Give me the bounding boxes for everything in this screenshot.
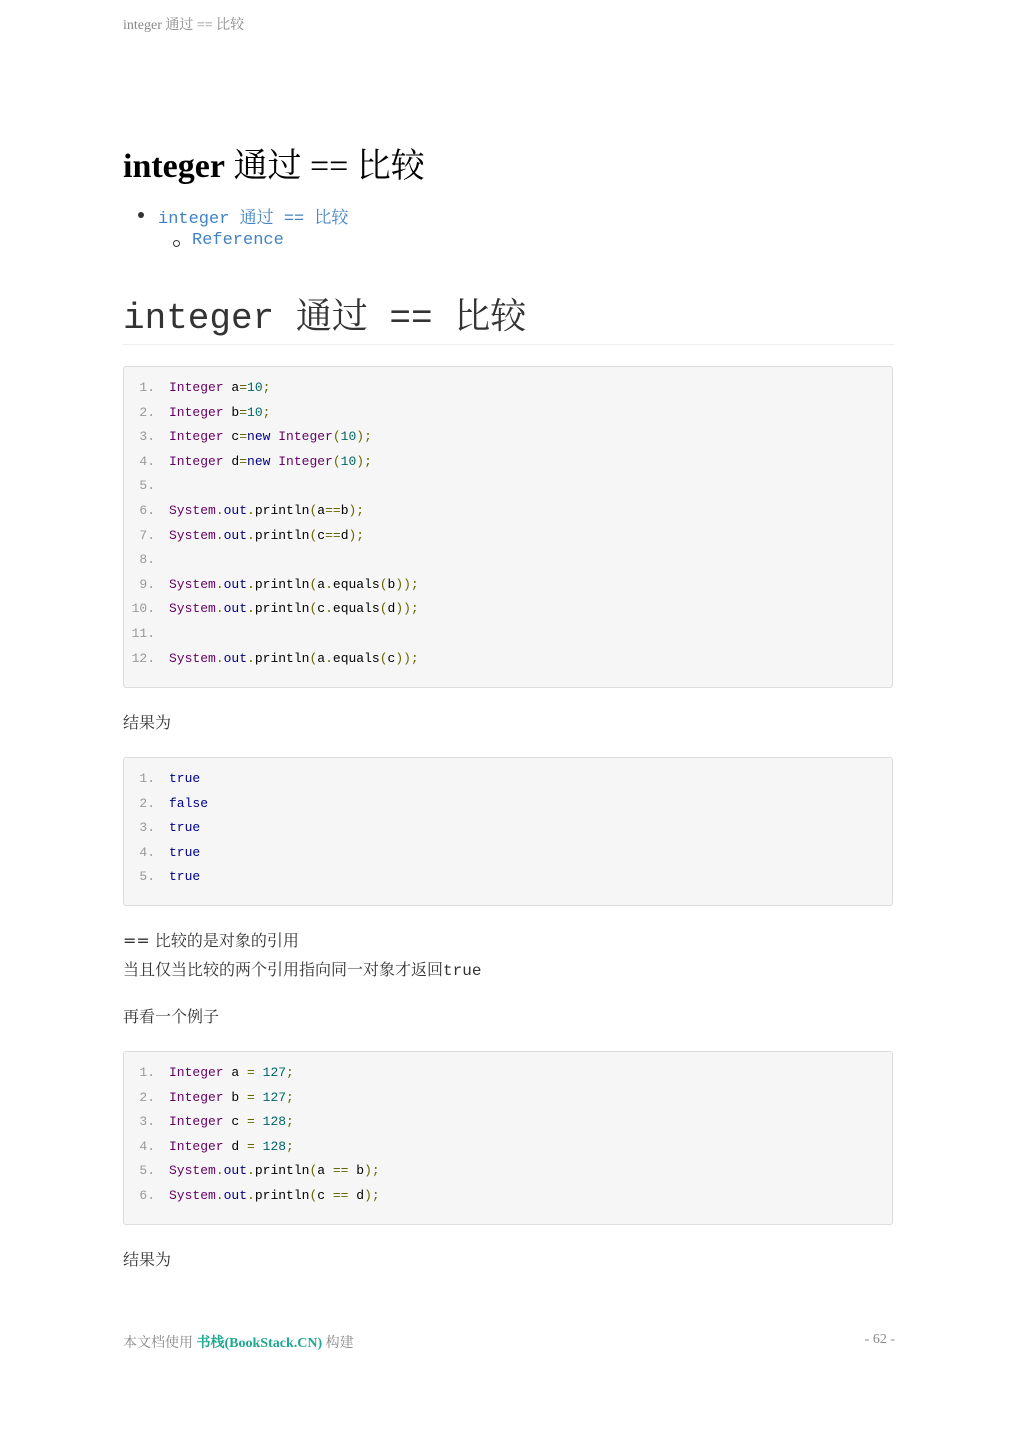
code-token: out [223,650,248,666]
code-token: out [223,1187,248,1203]
line-number: 5. [139,478,155,494]
code-token: ( [309,1187,318,1203]
code-token [255,1065,263,1080]
code-token: Integer [169,453,224,469]
code-token: . [325,601,333,617]
code-token: )); [395,576,419,592]
code-token: b [223,1089,248,1105]
code-token: a [317,576,326,592]
code-token: ( [379,650,388,666]
code-line [124,1184,892,1209]
code-token: println [254,527,310,543]
code-line [124,816,892,841]
code-token: c [223,1114,248,1130]
code-text [169,771,200,786]
code-token: true [169,844,201,860]
page-number: - 62 - [864,1332,895,1347]
code-text [169,405,270,420]
code-token: ( [309,576,318,592]
code-token: new [247,429,271,445]
code-token: Integer [169,1138,224,1154]
code-token: . [215,1163,224,1179]
code-token: ( [379,601,388,617]
code-token: == [325,502,341,518]
code-token: 128 [262,1114,287,1130]
code-token: Integer [169,404,224,420]
code-token: Integer [169,1114,224,1130]
code-token: System [169,1187,216,1203]
code-block-output-1 [123,757,893,906]
explanation-text-1: == 比较的是对象的引用 [123,931,299,950]
another-example-label: 再看一个例子 [123,1007,220,1026]
code-token: out [223,601,248,617]
code-text [169,380,270,395]
code-token: equals [332,576,380,592]
code-token: . [215,601,224,617]
code-token: true [169,820,201,836]
code-token: . [247,576,255,592]
code-token: System [169,502,216,518]
code-text [169,454,372,469]
code-token: ; [286,1138,294,1154]
line-number: 1. [139,771,155,786]
code-token: )); [395,650,419,666]
toc-item [123,202,823,230]
code-token: out [223,502,248,518]
code-token: equals [332,601,380,617]
code-token: true [169,869,201,885]
code-token: ; [262,380,271,395]
code-token: 10 [247,380,263,395]
line-number: 1. [139,1065,155,1080]
code-token: d [348,1187,365,1203]
code-token: 10 [340,429,357,445]
code-token: ); [348,502,365,518]
code-token: == [325,527,341,543]
code-token: ( [332,453,341,469]
code-token: ( [309,502,318,518]
code-token [255,1139,263,1154]
code-line [124,767,892,792]
line-number: 5. [139,1163,155,1179]
toc-subitem [123,230,823,258]
code-line [124,1086,892,1111]
code-token: ( [309,601,318,617]
code-line [124,792,892,817]
code-token: true [169,771,201,786]
code-block-integer-compare [123,366,893,688]
line-number: 12. [131,650,155,666]
code-text [169,651,419,666]
code-text [169,796,208,811]
code-token: a [317,1163,333,1179]
code-line [124,865,892,890]
line-number: 5. [139,869,155,885]
code-line [124,1135,892,1160]
code-text [169,1065,294,1080]
code-token: b [223,404,240,420]
code-token: == [332,1187,349,1203]
explanation-line-1 [123,928,299,951]
line-number: 1. [139,380,155,395]
code-token: = [247,1065,255,1080]
code-token: println [254,502,310,518]
code-token: ); [364,1163,380,1179]
code-token: b [387,576,396,592]
code-token: ( [379,576,388,592]
line-number: 6. [139,1187,155,1203]
line-number: 4. [139,453,155,469]
code-line [124,1061,892,1086]
code-line [124,376,892,401]
code-text [169,577,419,592]
line-number: 7. [139,527,155,543]
code-token: ( [309,650,318,666]
code-block-integer-cache [123,1051,893,1225]
code-token: System [169,1163,216,1179]
line-number: 2. [139,1089,155,1105]
code-token: . [215,576,224,592]
footer-prefix: 本文档使用 [123,1336,197,1351]
code-token: println [254,650,310,666]
code-line [124,573,892,598]
code-token: . [215,650,224,666]
code-text [169,1090,294,1105]
code-token: Integer [169,1065,224,1080]
code-token: = [239,404,248,420]
code-token: System [169,650,216,666]
code-token: println [254,576,310,592]
code-token: . [215,502,224,518]
toc-link-integer-compare[interactable]: integer 通过 == 比较 [158,210,349,229]
code-token: a [317,502,326,518]
code-line [124,1159,892,1184]
line-number: 8. [139,552,155,568]
code-token: . [325,650,333,666]
toc-link-reference[interactable]: Reference [192,231,284,250]
table-of-contents [123,202,823,258]
code-token: out [223,527,248,543]
code-token: c [387,650,396,666]
line-number: 4. [139,1138,155,1154]
code-text [169,820,200,835]
code-line [124,548,892,573]
code-token: out [223,1163,248,1179]
code-token: . [247,650,255,666]
code-line [124,597,892,622]
code-token: = [239,380,248,395]
code-token [255,1114,263,1129]
code-token: System [169,601,216,617]
code-token: . [247,502,255,518]
line-number: 6. [139,502,155,518]
code-line [124,524,892,549]
code-token: Integer [169,380,224,395]
code-token: equals [332,650,380,666]
code-token: new [247,453,271,469]
code-text [169,528,364,543]
code-line [124,474,892,499]
code-token: ); [348,527,365,543]
code-token: d [340,527,349,543]
code-line [124,622,892,647]
code-line [124,425,892,450]
document-title-rest: 通过 == 比较 [224,148,425,185]
code-token: . [247,1187,255,1203]
document-title-bold: integer [123,148,225,185]
code-token: ); [364,1187,380,1203]
code-token: )); [395,601,419,617]
section-heading: integer 通过 == 比较 [123,288,895,345]
code-text [169,429,372,444]
code-token: = [247,1089,255,1105]
code-token: ); [356,453,372,469]
code-token: 127 [262,1065,287,1080]
code-token: ( [309,527,318,543]
code-token: ; [262,404,271,420]
running-head: integer 通过 == 比较 [123,18,245,33]
code-line [124,1110,892,1135]
code-token: . [325,576,333,592]
result-label-2: 结果为 [123,1250,172,1269]
result-label-1: 结果为 [123,713,172,732]
code-token: ; [286,1089,294,1105]
code-token: ( [332,429,341,445]
line-number: 10. [131,601,155,617]
code-token: = [247,1138,255,1154]
code-token: println [254,601,310,617]
code-token: Integer [278,429,333,445]
code-token: ; [286,1065,294,1080]
line-number: 3. [139,820,155,836]
code-token: = [239,453,248,469]
code-token: == [332,1163,349,1179]
code-token: 127 [262,1089,287,1105]
code-token: System [169,527,216,543]
code-text [169,1188,380,1203]
code-text [169,1163,380,1178]
code-token: d [223,1138,248,1154]
code-token: out [223,576,248,592]
code-token: d [223,453,240,469]
code-text [169,1139,294,1154]
code-token: . [215,1187,224,1203]
code-token: println [254,1163,310,1179]
inline-code-true: true [443,962,482,980]
code-text [169,1114,294,1129]
code-text [169,601,419,616]
footer-credit [123,1332,354,1352]
explanation-line-2 [123,957,481,980]
code-token: println [254,1187,310,1203]
code-token: ( [309,1163,318,1179]
code-token: c [317,601,326,617]
code-line [124,401,892,426]
code-token: 10 [340,453,357,469]
code-token: . [247,527,255,543]
line-number: 11. [131,625,155,641]
code-token: ); [356,429,372,445]
line-number: 3. [139,429,155,445]
code-token: . [247,1163,255,1179]
code-token: . [215,527,224,543]
code-text [169,869,200,884]
line-number: 9. [139,576,155,592]
bullet-disc-icon [138,212,144,218]
code-token: 10 [247,404,263,420]
code-token: c [223,429,240,445]
code-token: a [223,1065,248,1080]
code-token: false [169,795,209,811]
code-token: = [247,1114,255,1130]
code-token: c [317,1187,333,1203]
code-token: d [387,601,396,617]
code-token [255,1090,263,1105]
code-line [124,647,892,672]
footer-brand-link[interactable]: 书栈(BookStack.CN) [196,1336,323,1351]
code-token: Integer [169,1089,224,1105]
code-token: . [247,601,255,617]
code-line [124,499,892,524]
code-token: ; [286,1114,294,1130]
code-token: a [223,380,240,395]
code-token: System [169,576,216,592]
code-token: 128 [262,1138,287,1154]
code-token: Integer [278,453,333,469]
code-text [169,503,364,518]
code-token: Integer [169,429,224,445]
code-text [169,845,200,860]
explanation-text-2: 当且仅当比较的两个引用指向同一对象才返回 [123,960,444,979]
code-token: a [317,650,326,666]
footer-suffix: 构建 [322,1336,354,1351]
bullet-circle-icon [173,240,180,247]
line-number: 3. [139,1114,155,1130]
code-token: b [340,502,349,518]
line-number: 2. [139,795,155,811]
code-line [124,841,892,866]
code-token: c [317,527,326,543]
code-line [124,450,892,475]
line-number: 2. [139,404,155,420]
line-number: 4. [139,844,155,860]
code-token: = [239,429,248,445]
code-token: b [348,1163,365,1179]
document-title [123,138,425,187]
